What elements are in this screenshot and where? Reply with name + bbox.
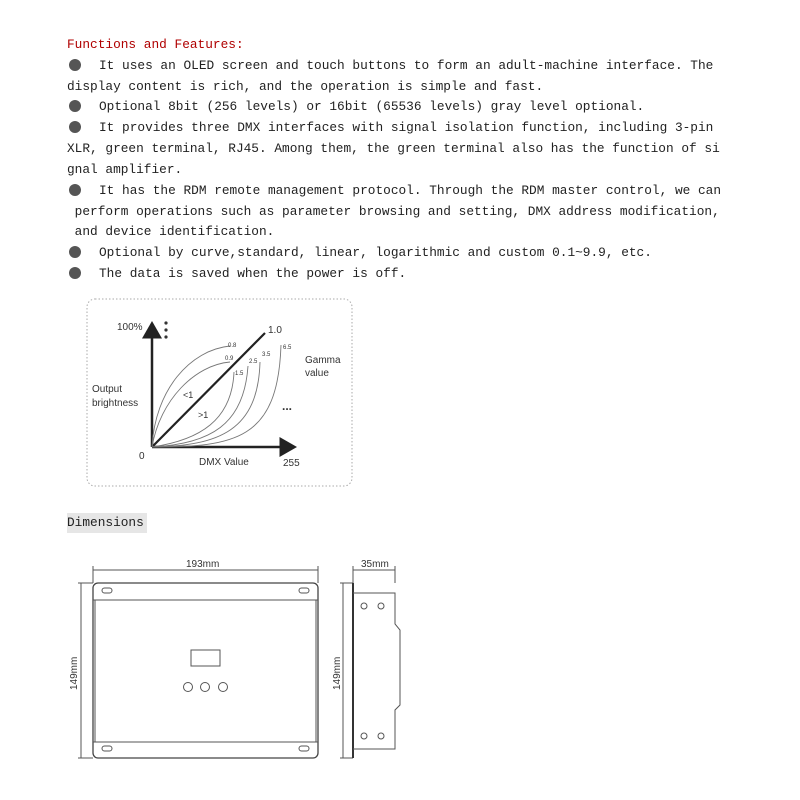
x-end-label: 255 xyxy=(283,458,300,469)
legend-gamma: Gamma xyxy=(305,355,341,366)
feature-line: It provides three DMX interfaces with signal isolation function, including 3-pin xyxy=(99,120,714,135)
feature-line: Optional 8bit (256 levels) or 16bit (65536 levels) gray level optional. xyxy=(99,99,645,114)
x-axis-label: DMX Value xyxy=(199,457,249,468)
feature-line: gnal amplifier. xyxy=(67,162,183,177)
label-0.8: 0.8 xyxy=(228,343,237,349)
side-view-drawing xyxy=(340,566,400,758)
y-axis-label-2: brightness xyxy=(92,398,139,409)
feature-line: It uses an OLED screen and touch buttons to form an adult-machine interface. The xyxy=(99,58,714,73)
feature-line: It has the RDM remote management protocol. Through the RDM master control, we can xyxy=(99,183,722,198)
label-0.9: 0.9 xyxy=(225,356,234,362)
feature-line: Optional by curve,standard, linear, logarithmic and custom 0.1~9.9, etc. xyxy=(99,245,652,260)
depth-dimension: 35mm xyxy=(361,559,389,570)
feature-line: display content is rich, and the operation is simple and fast. xyxy=(67,79,544,94)
label-2.5: 2.5 xyxy=(249,359,258,365)
width-dimension: 193mm xyxy=(186,559,220,570)
feature-line: The data is saved when the power is off. xyxy=(99,266,407,281)
feature-line: and device identification. xyxy=(67,224,275,239)
ellipsis: ... xyxy=(282,399,293,413)
side-height-dimension: 149mm xyxy=(332,656,343,690)
label-6.5: 6.5 xyxy=(283,345,292,351)
y-top-label: 100% xyxy=(117,322,143,333)
front-view-drawing xyxy=(78,566,318,758)
feature-line: perform operations such as parameter browsing and setting, DMX address modification, xyxy=(67,204,720,219)
y-axis-label: Output xyxy=(92,384,123,395)
lt1-label: <1 xyxy=(183,390,194,400)
dimensions-heading: Dimensions xyxy=(67,515,144,530)
legend-value: value xyxy=(305,368,329,379)
gamma-curve-chart xyxy=(87,299,352,486)
label-1.0: 1.0 xyxy=(268,325,282,336)
label-1.5: 1.5 xyxy=(235,371,244,377)
oled-screen xyxy=(191,650,220,666)
features-title: Functions and Features: xyxy=(67,37,244,52)
gt1-label: >1 xyxy=(198,410,209,420)
origin-label: 0 xyxy=(139,451,145,462)
front-height-dimension: 149mm xyxy=(69,656,80,690)
label-3.5: 3.5 xyxy=(262,352,271,358)
feature-line: XLR, green terminal, RJ45. Among them, the green terminal also has the function of si xyxy=(67,141,720,156)
